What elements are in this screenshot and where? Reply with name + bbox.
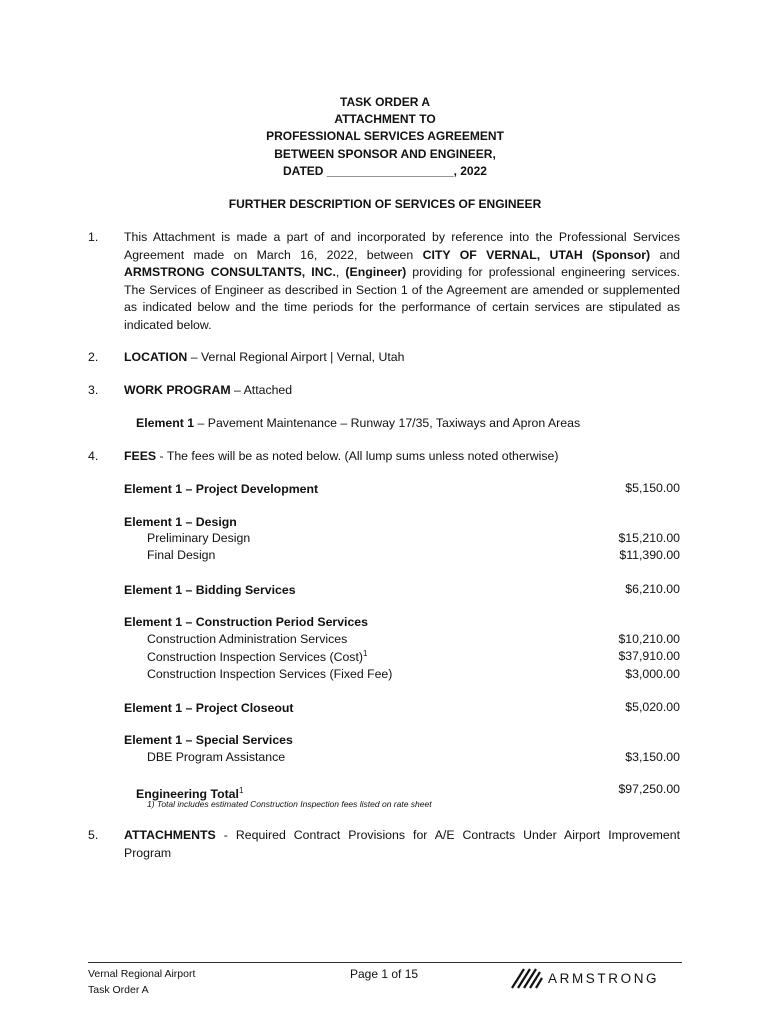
total-footnote: 1) Total includes estimated Construction Inspection fees listed on rate sheet [147,799,432,809]
logo-text: ARMSTRONG [548,970,660,986]
fee-construction-inspection-cost-label: Construction Inspection Services (Cost)$^1$ [147,649,368,665]
title-line-5: DATED ___________________, 2022 [283,164,487,178]
fee-design-label: Element 1 – Design [124,515,237,529]
fees-text: - The fees will be as noted below. (All lump sums unless noted otherwise) [156,449,559,463]
armstrong-logo-mark-icon [510,967,544,989]
fee-construction-admin-amount: $10,210.00 [618,632,680,646]
location-label: LOCATION [124,350,188,364]
section-subtitle: FURTHER DESCRIPTION OF SERVICES OF ENGINEER [228,197,542,211]
attachments-label: ATTACHMENTS [124,828,216,842]
engineering-total-label: Engineering Total$^1$ [136,786,244,802]
fee-construction-inspection-cost-amount: $37,910.00 [618,649,680,663]
title-line-2: ATTACHMENT TO [334,112,436,126]
p1-text-a: This Attachment is made a part of and incorporated by reference into the Professional Services Agreement made on March 16, 2022, between [124,230,680,262]
fees-label: FEES [124,449,157,463]
page-number: Page 1 of 15 [350,967,419,981]
engineering-total-amount: $97,250.00 [618,782,680,796]
fee-dbe-amount: $3,150.00 [625,750,680,764]
title-line-4: BETWEEN SPONSOR AND ENGINEER, [274,147,496,161]
paragraph-3 [124,382,680,399]
footer-left-line-1: Vernal Regional Airport [88,968,196,980]
item-number-4: 4. [88,449,99,463]
p1-text-g: providing for professional engineering services. The Services of Engineer as described in Section 1 of the Agreement are amended or supplemented as indicated below and the time periods for the performance of certain services are stipulated as indicated below. [124,265,680,332]
footer-left-line-2: Task Order A [88,984,149,996]
fee-construction-inspection-fixed-amount: $3,000.00 [625,667,680,681]
paragraph-4 [124,448,680,465]
p1-engineer: (Engineer) [345,265,407,279]
fee-final-design-label: Final Design [147,548,216,562]
paragraph-1 [124,229,680,334]
footer-rule [88,962,682,963]
fee-closeout-amount: $5,020.00 [625,700,680,714]
title-line-1: TASK ORDER A [340,95,430,109]
p1-text-c: and [650,247,680,262]
item-number-1: 1. [88,230,99,244]
fee-dbe-label: DBE Program Assistance [147,750,286,764]
fee-final-design-amount: $11,390.00 [619,548,680,562]
fee-closeout-label: Element 1 – Project Closeout [124,701,294,715]
work-program-text: – Attached [230,383,293,397]
fee-project-development-label: Element 1 – Project Development [124,482,319,496]
paragraph-2 [124,349,680,366]
location-text: – Vernal Regional Airport | Vernal, Utah [187,350,405,364]
fee-bidding-label: Element 1 – Bidding Services [124,583,296,597]
fee-construction-inspection-fixed-label: Construction Inspection Services (Fixed Fee) [147,667,393,681]
item-number-2: 2. [88,350,99,364]
attachments-text: - Required Contract Provisions for A/E Contracts Under Airport Improvement Program [124,828,680,860]
item-number-5: 5. [88,828,99,842]
fee-special-services-label: Element 1 – Special Services [124,733,293,747]
p1-sponsor: CITY OF VERNAL, UTAH (Sponsor) [422,247,651,262]
item-number-3: 3. [88,383,99,397]
element-line [136,415,696,432]
fee-construction-period-label: Element 1 – Construction Period Services [124,615,368,629]
work-program-label: WORK PROGRAM [124,383,231,397]
p1-text-e: , [335,265,346,279]
element-label: Element 1 [136,416,195,430]
armstrong-logo [510,967,659,989]
fee-project-development-amount: $5,150.00 [625,481,680,495]
fee-bidding-amount: $6,210.00 [625,582,680,596]
paragraph-5 [124,827,680,862]
fee-preliminary-design-label: Preliminary Design [147,531,251,545]
p1-consultant: ARMSTRONG CONSULTANTS, INC. [124,265,336,279]
fee-preliminary-design-amount: $15,210.00 [618,531,680,545]
element-text: – Pavement Maintenance – Runway 17/35, Taxiways and Apron Areas [194,416,581,430]
title-line-3: PROFESSIONAL SERVICES AGREEMENT [266,129,504,143]
fee-construction-admin-label: Construction Administration Services [147,632,348,646]
